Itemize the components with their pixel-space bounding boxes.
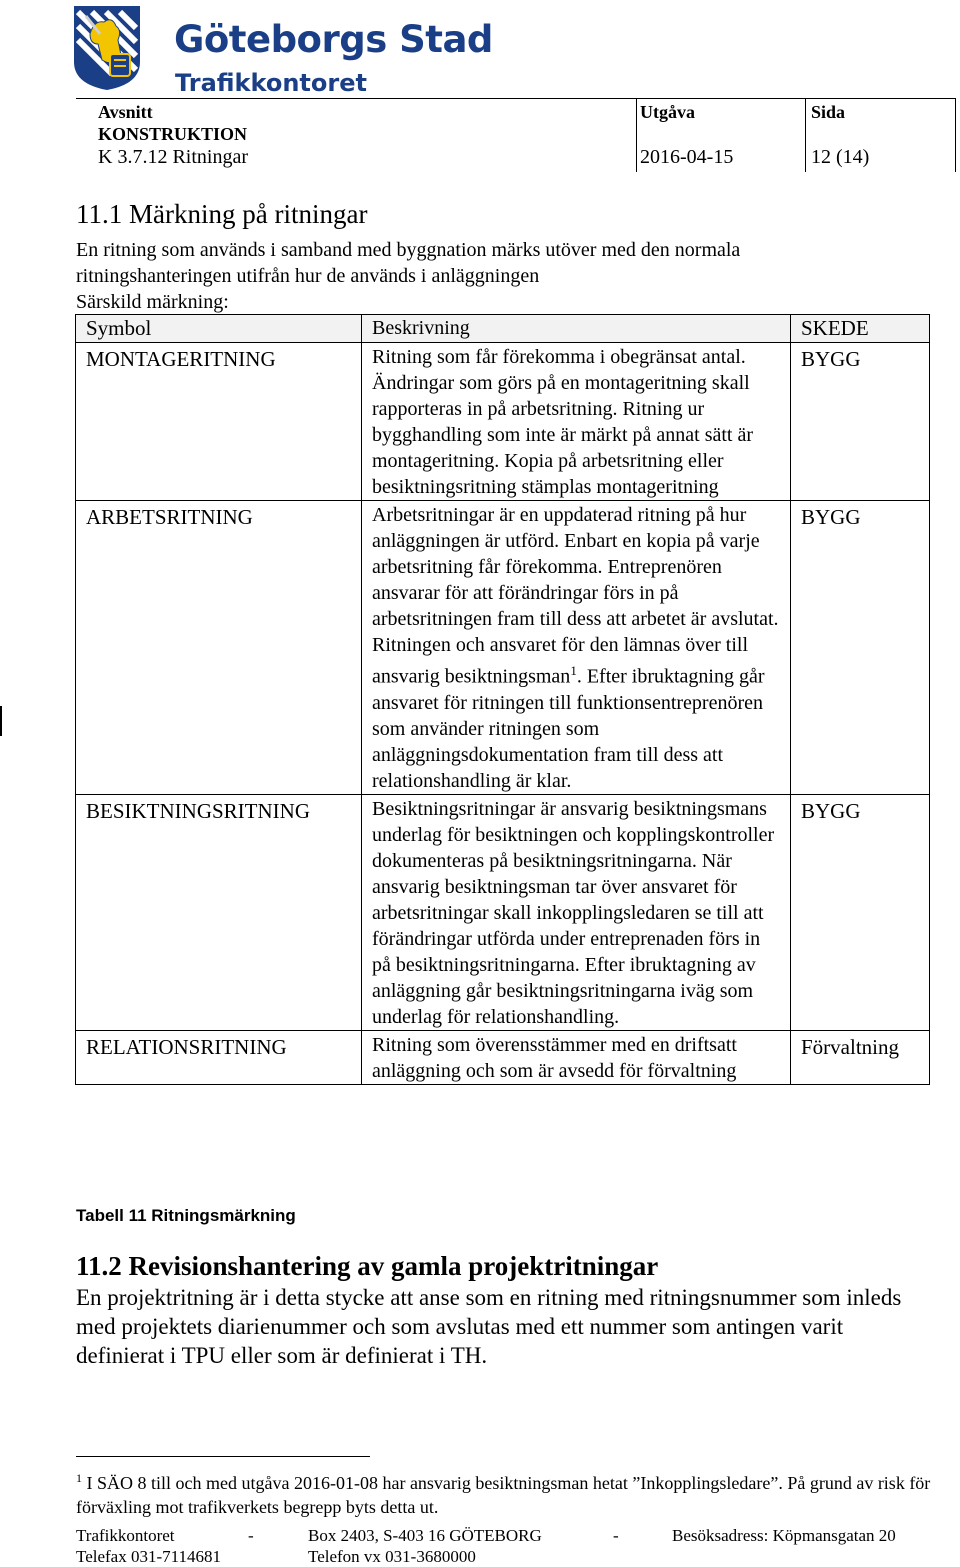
symbol-cell: ARBETSRITNING [76,501,362,795]
stage-cell: BYGG [791,343,930,501]
footer-address: Box 2403, S-403 16 GÖTEBORG [308,1526,542,1545]
symbol-cell: MONTAGERITNING [76,343,362,501]
header-divider [805,98,806,172]
column-header-symbol: Symbol [76,315,362,343]
stage-cell: BYGG [791,794,930,1030]
table-caption: Tabell 11 Ritningsmärkning [76,1206,296,1225]
table-row [76,343,930,501]
stage-cell: Förvaltning [791,1030,930,1084]
section-label: Avsnitt [98,102,153,122]
goteborgs-stad-logo [72,4,142,92]
section-body: En projektritning är i detta stycke att anse som en ritning med ritningsnummer som inleds med projektets diarienummer och som avslutas med ett nummer som antingen varit definierat i TPU eller som är definierat i TH. [76,1285,902,1368]
symbol-cell: RELATIONSRITNING [76,1030,362,1084]
header-top-rule [76,98,956,99]
description-cell: Besiktningsritningar är ansvarig besiktningsmans underlag för besiktningen och kopplingskontroller dokumenteras på besiktningsritningarna. När ansvarig besiktningsman tar över ansvaret för arbetsritningar skall inkopplingsledaren se till att förändringar utförda under entreprenaden förs in på besiktningsritningarna. Efter ibruktagning av anläggning går besiktningsritningarna iväg som underlag för relationshandling. [362,794,791,1030]
symbol-cell: BESIKTNINGSRITNING [76,794,362,1030]
brand-title: Göteborgs Stad [174,18,493,61]
header-divider [636,98,637,172]
header-divider [955,98,956,172]
column-header-stage: SKEDE [791,315,930,343]
footer-phone: Telefon vx 031-3680000 [308,1547,476,1566]
footnote-rule [76,1456,370,1457]
table-row [76,501,930,795]
footer-fax: Telefax 031-7114681 [76,1547,221,1566]
footer-separator: - [613,1526,619,1545]
footer-separator: - [248,1526,254,1545]
edition-value: 2016-04-15 [640,146,734,168]
marking-table [75,314,930,1085]
footer-org: Trafikkontoret [76,1526,175,1545]
page-label: Sida [811,102,846,122]
footnote [76,1466,936,1519]
description-text: . Efter ibruktagning går ansvaret för ritningen till funktionsentreprenören som använder ritningen som anläggningsdokumentation fram till dess att relationshandling är klar. [372,665,765,792]
table-row [76,794,930,1030]
column-header-description: Beskrivning [362,315,791,343]
table-row [76,1030,930,1084]
page-value: 12 (14) [811,146,870,168]
section-heading: 11.1 Märkning på ritningar [76,199,368,229]
footer-visit-address: Besöksadress: Köpmansgatan 20 [672,1526,896,1545]
stage-cell: BYGG [791,501,930,795]
brand-subtitle: Trafikkontoret [175,69,367,97]
edition-label: Utgåva [640,102,695,122]
intro-text: Särskild märkning: [76,291,229,313]
table-header-row [76,315,930,343]
footnote-ref: 1 [570,663,577,678]
section-name: KONSTRUKTION [98,124,248,144]
footnote-number: 1 [76,1471,82,1485]
description-cell [362,501,791,795]
section-value: K 3.7.12 Ritningar [98,146,248,168]
footnote-text: I SÄO 8 till och med utgåva 2016-01-08 har ansvarig besiktningsman hetat ”Inkopplingsledare”. På grund av risk för förväxling mot trafikverkets begrepp byts detta ut. [76,1473,931,1517]
description-cell: Ritning som överensstämmer med en driftsatt anläggning och som är avsedd för förvaltning [362,1030,791,1084]
change-bar [0,706,2,736]
intro-text: En ritning som används i samband med byggnation märks utöver med den normala [76,239,741,261]
section-heading: 11.2 Revisionshantering av gamla projektritningar [76,1251,659,1281]
intro-text: ritningshanteringen utifrån hur de används i anläggningen [76,265,540,287]
description-cell: Ritning som får förekomma i obegränsat antal. Ändringar som görs på en montageritning skall rapporteras in på arbetsritning. Ritning ur bygghandling som inte är märkt på annat sätt är montageritning. Kopia på arbetsritning eller besiktningsritning stämplas montageritning [362,343,791,501]
description-text: Arbetsritningar är en uppdaterad ritning på hur anläggningen är utförd. Enbart en kopia på varje arbetsritning får förekomma. Entreprenören ansvarar för att förändringar förs in på arbetsritningen fram till dess att arbetet är avslutat. Ritningen och ansvaret för den lämnas över till ansvarig besiktningsman [372,504,779,688]
